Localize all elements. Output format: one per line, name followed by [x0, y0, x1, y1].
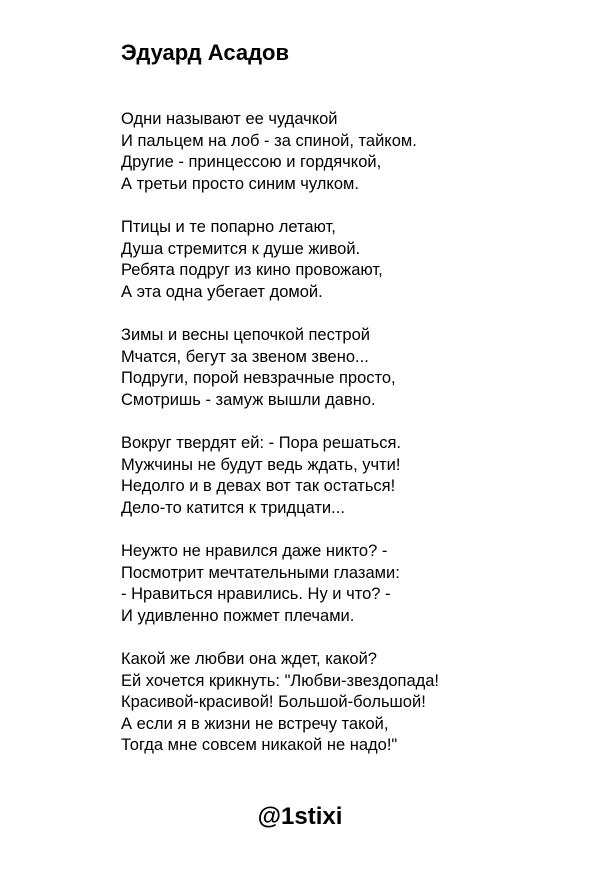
- channel-handle: @1stixi: [257, 803, 343, 830]
- poem-line: Одни называют ее чудачкой: [121, 110, 338, 128]
- poem-line: Посмотрит мечтательными глазами:: [121, 563, 400, 582]
- poem-line: Ребята подруг из кино провожают,: [121, 261, 383, 279]
- poem-line: Подруги, порой невзрачные просто,: [121, 369, 396, 387]
- poem-line: Мужчины не будут ведь ждать, учти!: [121, 455, 401, 474]
- poem-line: Другие - принцессою и гордячкой,: [121, 153, 382, 171]
- poem-line: Недолго и в девах вот так остаться!: [121, 477, 396, 495]
- poem-line: Тогда мне совсем никакой не надо!": [121, 736, 398, 754]
- stanza-4: [121, 433, 561, 519]
- poem-line: Красивой-красивой! Большой-большой!: [121, 693, 426, 711]
- poem-line: Зимы и весны цепочкой пестрой: [121, 326, 370, 344]
- poem-line: А третьи просто синим чулком.: [121, 174, 359, 193]
- stanza-5: [121, 541, 561, 627]
- poem-line: Вокруг твердят ей: - Пора решаться.: [121, 434, 402, 452]
- stanza-3: [121, 325, 561, 411]
- stanza-1: [121, 109, 561, 195]
- poem-line: Смотришь - замуж вышли давно.: [121, 390, 376, 409]
- poem-body: [121, 109, 561, 779]
- poem-line: Какой же любви она ждет, какой?: [121, 650, 377, 668]
- poem-line: Дело-то катится к тридцати...: [121, 498, 345, 517]
- stanza-6: [121, 649, 561, 757]
- poem-line: Птицы и те попарно летают,: [121, 218, 336, 236]
- poem-line: Мчатся, бегут за звеном звено...: [121, 347, 369, 366]
- poem-line: А эта одна убегает домой.: [121, 282, 323, 301]
- poem-line: И пальцем на лоб - за спиной, тайком.: [121, 131, 417, 150]
- poem-line: И удивленно пожмет плечами.: [121, 606, 355, 625]
- poem-line: Душа стремится к душе живой.: [121, 239, 361, 258]
- stanza-2: [121, 217, 561, 303]
- poem-line: Ей хочется крикнуть: "Любви-звездопада!: [121, 671, 440, 690]
- poem-line: - Нравиться нравились. Ну и что? -: [121, 585, 391, 603]
- poem-line: А если я в жизни не встречу такой,: [121, 714, 389, 733]
- poem-line: Неужто не нравился даже никто? -: [121, 542, 388, 560]
- author-name: Эдуард Асадов: [121, 40, 290, 65]
